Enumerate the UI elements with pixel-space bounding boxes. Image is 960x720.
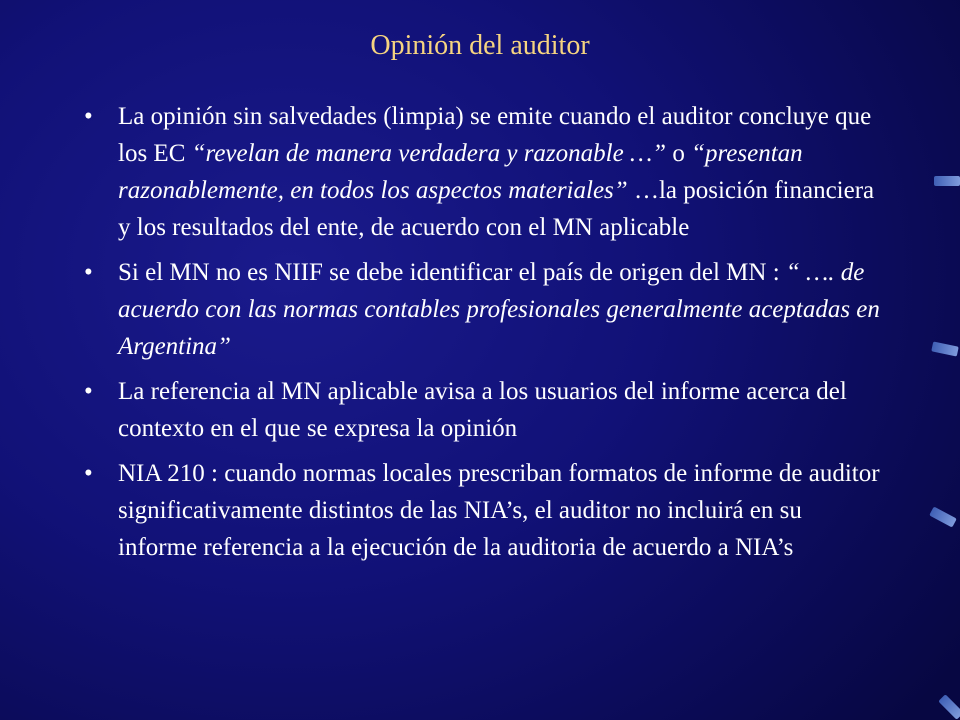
- slide-title: Opinión del auditor: [370, 30, 590, 61]
- bullet-list: [80, 98, 880, 574]
- bullet-text-normal: NIA 210 : cuando normas locales prescriban formatos de informe de auditor significativamente distintos de las NIA’s, el auditor no incluirá en su informe referencia a la ejecución de la auditoria de acuerdo a NIA’s: [118, 460, 880, 561]
- bullet-marker: •: [84, 378, 93, 405]
- bullet-text-normal: Si el MN no es NIIF se debe identificar el país de origen del MN :: [118, 259, 786, 286]
- bullet-item: [80, 455, 880, 566]
- bullet-marker: •: [84, 259, 93, 286]
- bullet-text-quote: “revelan de manera verdadera y razonable …”: [191, 140, 667, 167]
- bullet-item: [80, 254, 880, 365]
- bullet-text-quote: “ …. de acuerdo con las normas contables profesionales generalmente aceptadas en Argentina”: [118, 259, 880, 360]
- decorative-stripe: [931, 341, 959, 356]
- bullet-text-normal: o: [666, 140, 692, 167]
- decorative-stripe: [929, 506, 957, 527]
- bullet-text-quote: “presentan razonablemente, en todos los aspectos materiales”: [118, 140, 803, 204]
- bullet-marker: •: [84, 460, 93, 487]
- bullet-item: [80, 98, 880, 246]
- bullet-marker: •: [84, 103, 93, 130]
- bullet-item: [80, 373, 880, 447]
- bullet-text-normal: La referencia al MN aplicable avisa a los usuarios del informe acerca del contexto en el que se expresa la opinión: [118, 378, 847, 442]
- decorative-stripe: [934, 176, 960, 186]
- bullet-text-normal: La opinión sin salvedades (limpia) se emite cuando el auditor concluye que los EC: [118, 103, 872, 167]
- bullet-text-normal: …la posición financiera y los resultados del ente, de acuerdo con el MN aplicable: [118, 177, 875, 241]
- decorative-stripe: [938, 694, 960, 719]
